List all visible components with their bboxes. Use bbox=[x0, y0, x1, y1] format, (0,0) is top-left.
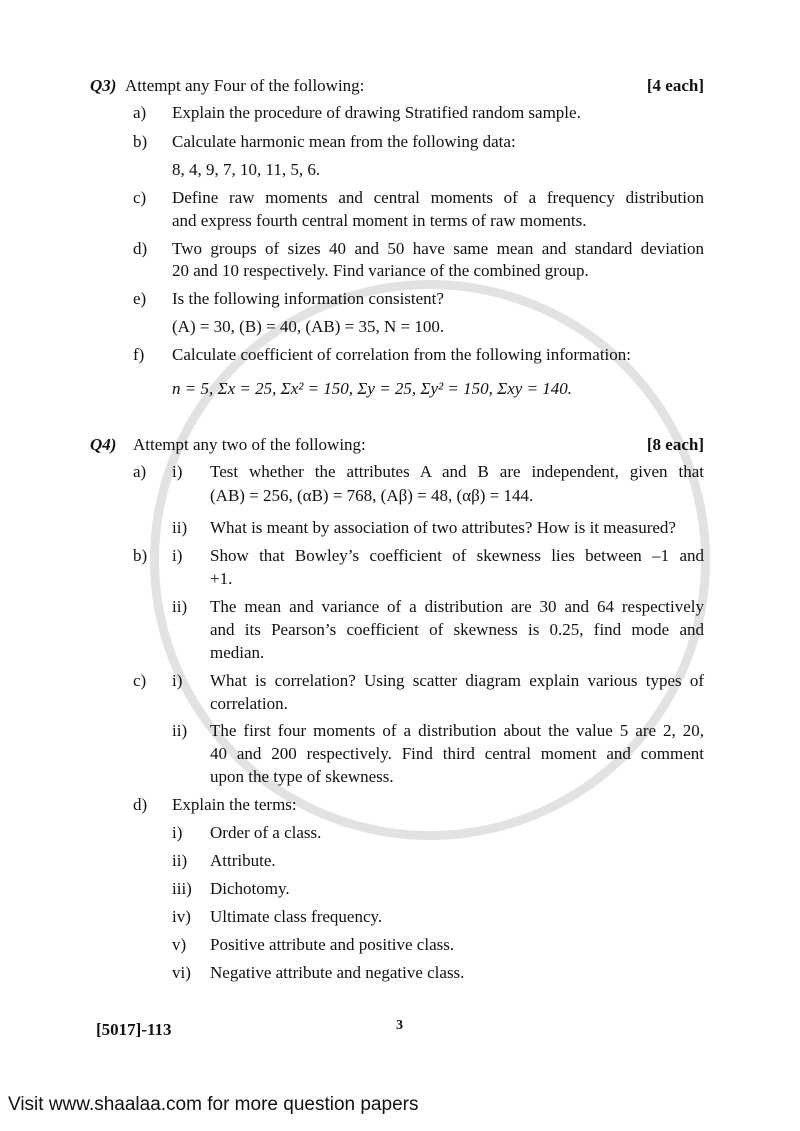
q4b-ii-text-1: The mean and variance of a distribution are 30 and 64 respectively bbox=[210, 597, 704, 616]
q4-title: Attempt any two of the following: bbox=[133, 435, 366, 454]
q3c-text-1: Define raw moments and central moments of a frequency distribution bbox=[172, 188, 704, 207]
q3d-text-1: Two groups of sizes 40 and 50 have same mean and standard deviation bbox=[172, 239, 704, 258]
q4d-term-num: i) bbox=[172, 823, 183, 842]
q4a-letter: a) bbox=[133, 462, 147, 481]
q4b-ii-num: ii) bbox=[172, 597, 188, 616]
q4d-term-num: iii) bbox=[172, 879, 192, 898]
q4a-i-text-1: Test whether the attributes A and B are independent, given that bbox=[210, 462, 704, 481]
q3b-letter: b) bbox=[133, 132, 148, 151]
q3d-letter: d) bbox=[133, 239, 148, 258]
q3c-letter: c) bbox=[133, 188, 147, 207]
q4-marks: [8 each] bbox=[646, 435, 704, 454]
q4c-ii-num: ii) bbox=[172, 721, 188, 740]
q4b-ii-text-2: and its Pearson’s coefficient of skewness is 0.25, find mode and bbox=[210, 620, 704, 639]
q4c-ii-text-2: 40 and 200 respectively. Find third central moment and comment bbox=[210, 744, 704, 763]
q3a-text: Explain the procedure of drawing Stratified random sample. bbox=[172, 103, 581, 122]
q4d-term-text: Dichotomy. bbox=[210, 879, 290, 898]
q4b-ii-text-3: median. bbox=[210, 643, 265, 662]
q4d-term-text: Positive attribute and positive class. bbox=[210, 935, 455, 954]
q4d-term-text: Negative attribute and negative class. bbox=[210, 963, 465, 982]
q4a-ii-text: What is meant by association of two attributes? How is it measured? bbox=[210, 518, 676, 537]
paper-code: [5017]-113 bbox=[96, 1020, 172, 1039]
q4d-term-text: Ultimate class frequency. bbox=[210, 907, 383, 926]
q4c-letter: c) bbox=[133, 671, 147, 690]
q4d-term-num: vi) bbox=[172, 963, 191, 982]
q4d-term-num: iv) bbox=[172, 907, 191, 926]
q4c-i-num: i) bbox=[172, 671, 183, 690]
q4d-term-text: Order of a class. bbox=[210, 823, 322, 842]
q3f-letter: f) bbox=[133, 345, 145, 364]
q4-label: Q4) bbox=[90, 435, 117, 454]
q3-label: Q3) bbox=[90, 76, 117, 95]
q4a-i-text-2: (AB) = 256, (αB) = 768, (Aβ) = 48, (αβ) = 144. bbox=[210, 486, 534, 505]
q4a-i-num: i) bbox=[172, 462, 183, 481]
q4d-term-num: v) bbox=[172, 935, 187, 954]
q3-title: Attempt any Four of the following: bbox=[125, 76, 365, 95]
q4b-i-num: i) bbox=[172, 546, 183, 565]
q4c-ii-text-1: The first four moments of a distribution about the value 5 are 2, 20, bbox=[210, 721, 704, 740]
q3c-text-2: and express fourth central moment in terms of raw moments. bbox=[172, 211, 587, 230]
q4c-ii-text-3: upon the type of skewness. bbox=[210, 767, 394, 786]
q4d-letter: d) bbox=[133, 795, 148, 814]
page-number: 3 bbox=[396, 1018, 403, 1033]
q3e-data: (A) = 30, (B) = 40, (AB) = 35, N = 100. bbox=[172, 317, 445, 336]
q3e-text: Is the following information consistent? bbox=[172, 289, 444, 308]
q4b-i-text-1: Show that Bowley’s coefficient of skewness lies between –1 and bbox=[210, 546, 704, 565]
q4b-i-text-2: +1. bbox=[210, 569, 233, 588]
q3a-letter: a) bbox=[133, 103, 147, 122]
q3f-data: n = 5, Σx = 25, Σx² = 150, Σy = 25, Σy² = 150, Σxy = 140. bbox=[172, 379, 573, 398]
q3d-text-2: 20 and 10 respectively. Find variance of the combined group. bbox=[172, 261, 589, 280]
q4d-term-text: Attribute. bbox=[210, 851, 276, 870]
q4b-letter: b) bbox=[133, 546, 148, 565]
shaalaa-link[interactable]: Visit www.shaalaa.com for more question papers bbox=[8, 1094, 419, 1115]
q3e-letter: e) bbox=[133, 289, 147, 308]
q3-marks: [4 each] bbox=[646, 76, 704, 95]
q3b-data: 8, 4, 9, 7, 10, 11, 5, 6. bbox=[172, 160, 321, 179]
q3f-text: Calculate coefficient of correlation from the following information: bbox=[172, 345, 631, 364]
q4d-title: Explain the terms: bbox=[172, 795, 297, 814]
q4c-i-text-2: correlation. bbox=[210, 694, 288, 713]
q4d-term-num: ii) bbox=[172, 851, 188, 870]
q3b-text: Calculate harmonic mean from the following data: bbox=[172, 132, 516, 151]
q4c-i-text-1: What is correlation? Using scatter diagram explain various types of bbox=[210, 671, 704, 690]
q4a-ii-num: ii) bbox=[172, 518, 188, 537]
